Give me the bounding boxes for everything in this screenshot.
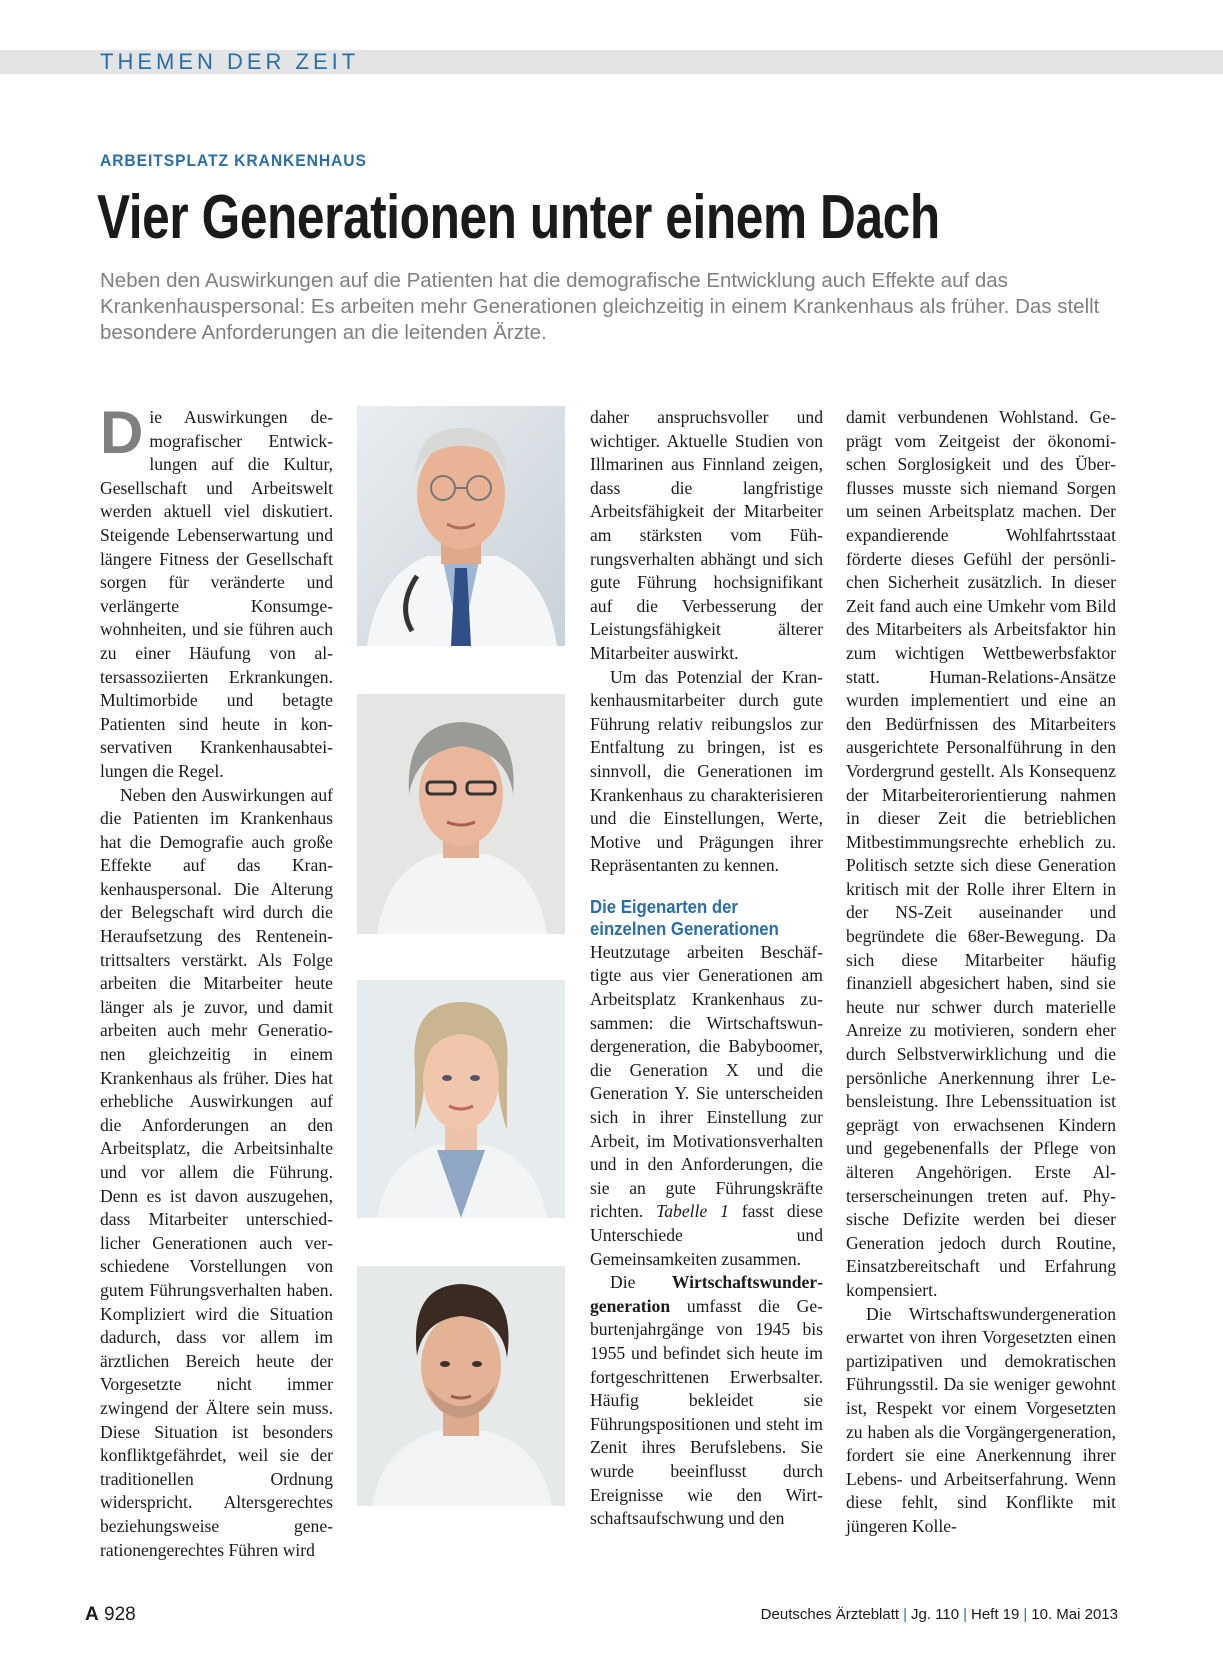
senior-male-doctor-image <box>357 406 565 646</box>
journal-issue: Heft 19 <box>970 1606 1020 1623</box>
page-number <box>85 1604 136 1626</box>
paragraph-text: ie Auswirkungen demografischer Entwicklungen auf die Kultur, Gesellschaft und Arbeitswelt werden aktuell viel diskutiert. Steigende Lebenserwartung und längere Fitness der Gesellschaft sorgen für veränderte und verlängerte Konsumgewohnheiten, und sie führen auch zu einer Häufung von altersassoziierten Erkrankungen. Multimorbide und betagte Patienten sind heute in konservativen Krankenhausabteilungen die Regel. <box>100 407 333 781</box>
table-reference: Tabelle 1 <box>656 1201 729 1222</box>
subheading-line-2: einzelnen Generationen <box>590 918 779 939</box>
female-doctor-image <box>357 980 565 1218</box>
paragraph-text: Die <box>610 1272 672 1293</box>
older-female-doctor-image <box>357 694 565 934</box>
photo-female-doctor <box>357 980 565 1218</box>
section-label: THEMEN DER ZEIT <box>100 49 360 74</box>
separator: | <box>1023 1606 1028 1623</box>
text-column-2 <box>590 406 823 1531</box>
paragraph-text: fasst diese Unterschiede und Gemeinsamkeiten zusammen. <box>590 1201 823 1269</box>
article-kicker: ARBEITSPLATZ KRANKENHAUS <box>100 151 367 170</box>
paragraph <box>590 1271 823 1531</box>
journal-name: Deutsches Ärzteblatt <box>760 1606 900 1623</box>
page-prefix: A <box>85 1604 99 1625</box>
young-male-doctor-image <box>357 1266 565 1506</box>
bold-term: Wirtschaftswundergeneration <box>590 1272 823 1316</box>
paragraph: damit verbundenen Wohlstand. Geprägt vom Zeitgeist der ökonomischen Sorglosigkeit und des Überflusses musste sich niemand Sorgen um seinen Arbeitsplatz machen. Der expandierende Wohlfahrtsstaat förderte dieses Gefühl der persönlichen Sicherheit zusätzlich. In dieser Zeit fand auch eine Umkehr vom Bild des Mitarbeiters als Arbeitsfaktor hin zum wichtigen Wettbewerbsfaktor statt. Human-Relations-Ansätze wurden implementiert und eine an den Bedürfnissen des Mitarbeiters ausgerichtete Personalführung in den Vordergrund gestellt. Als Konsequenz der Mitarbeiterorientierung nahmen in dieser Zeit die betrieblichen Mitbestimmungsrechte erheblich zu. Politisch setzte sich diese Generation kritisch mit der Rolle ihrer Eltern in der NS-Zeit auseinander und begründete die 68er-Bewegung. Da sich diese Mitarbeiter häufig finanziell abgesichert haben, sind sie heute nur schwer durch materielle Anreize zu motivieren, sondern eher durch Selbstverwirklichung und die persönliche Anerkennung ihrer Lebensleistung. Ihre Lebenssituation ist geprägt von erwachsenen Kindern und gegebenenfalls der Pflege von älteren Angehörigen. Erste Alterserscheinungen treten auf. Physische Defizite werden bei dieser Generation jedoch durch Routine, Einsatzbereitschaft und Erfahrung kompensiert. <box>846 407 1116 1300</box>
separator: | <box>963 1606 967 1623</box>
paragraph-text: umfasst die Geburtenjahrgänge von 1945 bis 1955 und befindet sich heute im fortgeschrittenen Erwerbsalter. Häufig bekleidet sie Führungspositionen und steht im Zenit ihres Berufslebens. Sie wurde beeinflusst durch Ereignisse wie den Wirtschaftsaufschwung und den <box>590 1295 823 1529</box>
paragraph: Um das Potenzial der Krankenhausmitarbeiter durch gute Führung relativ reibungslos zur Entfaltung zu bringen, ist es sinnvoll, die Generationen im Krankenhaus zu charakterisieren und die Einstellungen, Werte, Motive und Prägungen ihrer Repräsentanten zu kennen. <box>590 666 823 876</box>
journal-volume: Jg. 110 <box>910 1606 960 1623</box>
page-number-value: 928 <box>104 1604 136 1625</box>
separator: | <box>903 1606 907 1623</box>
photo-young-male-doctor <box>357 1266 565 1506</box>
article-lead: Neben den Auswirkungen auf die Patienten hat die demografische Entwicklung auch Effekte auf das Krankenhauspersonal: Es arbeiten mehr Generationen gleichzeitig in einem Krankenhaus als früher. Das stellt besondere Anforderungen an die leitenden Ärzte. <box>100 269 1100 344</box>
paragraph: daher anspruchsvoller und wichtiger. Aktuelle Studien von Illmarinen aus Finnland zeigen, dass die langfristige Arbeitsfähigkeit der Mitarbeiter am stärksten vom Führungsverhalten abhängt und sich gute Führung hochsignifikant auf die Verbesserung der Leistungsfähigkeit älterer Mitarbeiter auswirkt. <box>590 407 823 663</box>
text-column-3 <box>846 406 1116 1539</box>
paragraph-text: Heutzutage arbeiten Beschäftigte aus vier Generationen am Arbeitsplatz Krankenhaus zusammen: die Wirtschaftswundergeneration, die Babyboomer, die Generation X und die Generation Y. Sie unterscheiden sich in ihrer Einstellung zur Arbeit, im Motivationsverhalten und in den Anforderungen, die sie an gute Führungskräfte richten. <box>590 941 823 1222</box>
text-column-1 <box>100 399 333 1562</box>
photo-older-female-doctor <box>357 694 565 934</box>
paragraph <box>590 941 823 1271</box>
photo-senior-male-doctor <box>357 406 565 646</box>
journal-date: 10. Mai 2013 <box>1031 1606 1118 1623</box>
subheading <box>590 896 807 940</box>
subheading-line-1: Die Eigenarten der <box>590 896 738 917</box>
paragraph <box>100 399 333 784</box>
journal-footer <box>761 1606 1118 1623</box>
paragraph: Die Wirtschaftswundergeneration erwartet von ihren Vorgesetzten einen partizipativen und demokratischen Führungsstil. Da sie weniger gewohnt ist, Respekt vor einem Vorgesetzten zu haben als die Vorgängergeneration, fordert sie eine Anerkennung ihrer Lebens- und Arbeitserfahrung. Wenn diese fehlt, sind Konflikte mit jüngeren Kolle- <box>846 1303 1116 1536</box>
paragraph: Neben den Auswirkungen auf die Patienten im Krankenhaus hat die Demografie auch große Effekte auf das Krankenhauspersonal. Die Alterung der Belegschaft wird durch die Heraufsetzung des Renteneintrittsalters verstärkt. Als Folge arbeiten die Mitarbeiter heute länger als je zuvor, und damit arbeiten auch mehr Generationen gleichzeitig in einem Krankenhaus als früher. Dies hat erhebliche Auswirkungen auf die Anforderungen an den Arbeitsplatz, die Arbeitsinhalte und vor allem die Führung. Denn es ist davon auszugehen, dass Mitarbeiter unterschiedlicher Generationen auch verschiedene Vorstellungen von gutem Führungsverhalten haben. Kompliziert wird die Situation dadurch, dass vor allem im ärztlichen Bereich heute der Vorgesetzte nicht immer zwingend der Ältere sein muss. Diese Situation ist besonders konfliktgefährdet, weil sie der traditionellen Ordnung widerspricht. Altersgerechtes beziehungsweise generationengerechtes Führen wird <box>100 784 333 1560</box>
article-title: Vier Generationen unter einem Dach <box>97 183 940 252</box>
drop-cap: D <box>100 399 144 466</box>
